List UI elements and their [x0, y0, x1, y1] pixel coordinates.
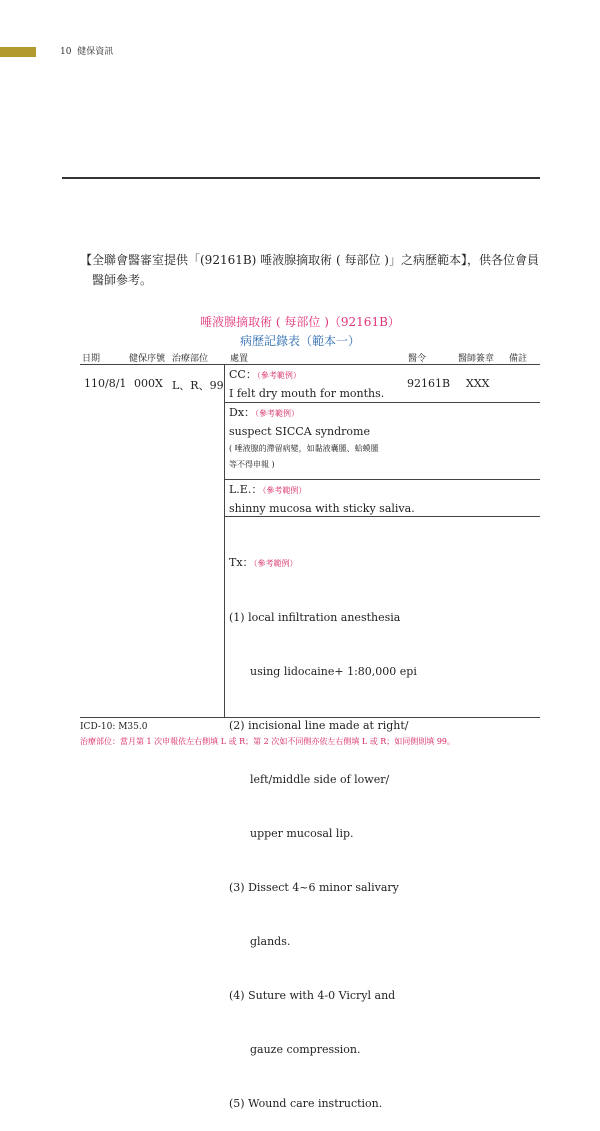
site-coding-note: 治療部位：當月第 1 次申報依左右側填 L 或 R；第 2 次如不同側亦依左右側填 L 或 R；如同側則填 99。	[80, 737, 455, 746]
intro-line-2: 醫師參考。	[92, 273, 153, 287]
dx-note-line-2: 等不得申報 )	[229, 460, 275, 469]
tx-line: gauze compression.	[229, 1043, 361, 1056]
icd-code: ICD-10: M35.0	[80, 722, 148, 732]
le-label: L.E.：	[229, 483, 263, 496]
tx-line: using lidocaine+ 1:80,000 epi	[229, 665, 417, 678]
tx-line: (2) incisional line made at right/	[229, 719, 409, 732]
row-order: 92161B	[407, 377, 451, 390]
intro-paragraph	[80, 250, 550, 290]
dx-note-line-1: ( 唾液腺的滯留病變，如黏液囊腫、蛤蟆腫	[229, 444, 379, 453]
tx-reference-tag: （參考範例）	[253, 559, 298, 568]
dx-label: Dx：	[229, 406, 256, 419]
page-header	[60, 44, 113, 57]
page-number: 10	[60, 47, 72, 57]
section-title: 健保資訊	[77, 47, 114, 57]
tx-block	[229, 518, 417, 1131]
col-header-order: 醫令	[408, 354, 427, 364]
table-bottom-rule	[80, 717, 540, 718]
col-header-treatment: 處置	[230, 354, 249, 364]
dx-reference-tag: （參考範例）	[255, 409, 300, 418]
tx-line: upper mucosal lip.	[229, 827, 354, 840]
tx-line: (4) Suture with 4-0 Vicryl and	[229, 989, 396, 1002]
top-rule	[62, 177, 540, 179]
le-block	[229, 481, 415, 518]
dx-text: suspect SICCA syndrome	[229, 425, 370, 438]
col-header-date: 日期	[82, 354, 101, 364]
dx-divider	[225, 479, 540, 480]
header-underline	[80, 364, 540, 365]
dx-block	[229, 404, 379, 473]
form-subtitle: 病歷記錄表（範本一）	[239, 334, 360, 348]
col-header-remarks: 備註	[509, 354, 528, 364]
cc-block	[229, 366, 384, 403]
col-header-serial: 健保序號	[129, 354, 166, 364]
col-header-signature: 醫師簽章	[458, 354, 495, 364]
cc-text: I felt dry mouth for months.	[229, 387, 385, 400]
row-site: L、R、99	[172, 379, 224, 392]
tx-line: (3) Dissect 4~6 minor salivary	[229, 881, 399, 894]
le-reference-tag: （參考範例）	[262, 486, 307, 495]
cc-label: CC：	[229, 368, 257, 381]
le-text: shinny mucosa with sticky saliva.	[229, 502, 415, 515]
le-divider	[225, 516, 540, 517]
treatment-column-divider	[224, 365, 225, 717]
row-date: 110/8/1	[84, 377, 127, 390]
tx-line: (1) local infiltration anesthesia	[229, 611, 401, 624]
row-serial: 000X	[134, 377, 163, 390]
header-accent-bar	[0, 47, 36, 57]
cc-reference-tag: （參考範例）	[256, 371, 301, 380]
cc-divider	[225, 402, 540, 403]
col-header-site: 治療部位	[172, 354, 209, 364]
row-signature: XXX	[466, 377, 490, 390]
intro-line-1: 【全聯會醫審室提供「(92161B) 唾液腺摘取術 ( 每部位 )」之病歷範本】，供各位會員	[80, 253, 539, 267]
form-title: 唾液腺摘取術 ( 每部位 )（92161B）	[200, 315, 400, 329]
tx-line: (5) Wound care instruction.	[229, 1097, 383, 1110]
tx-line: glands.	[229, 935, 291, 948]
tx-label: Tx：	[229, 556, 254, 569]
tx-line: left/middle side of lower/	[229, 773, 390, 786]
